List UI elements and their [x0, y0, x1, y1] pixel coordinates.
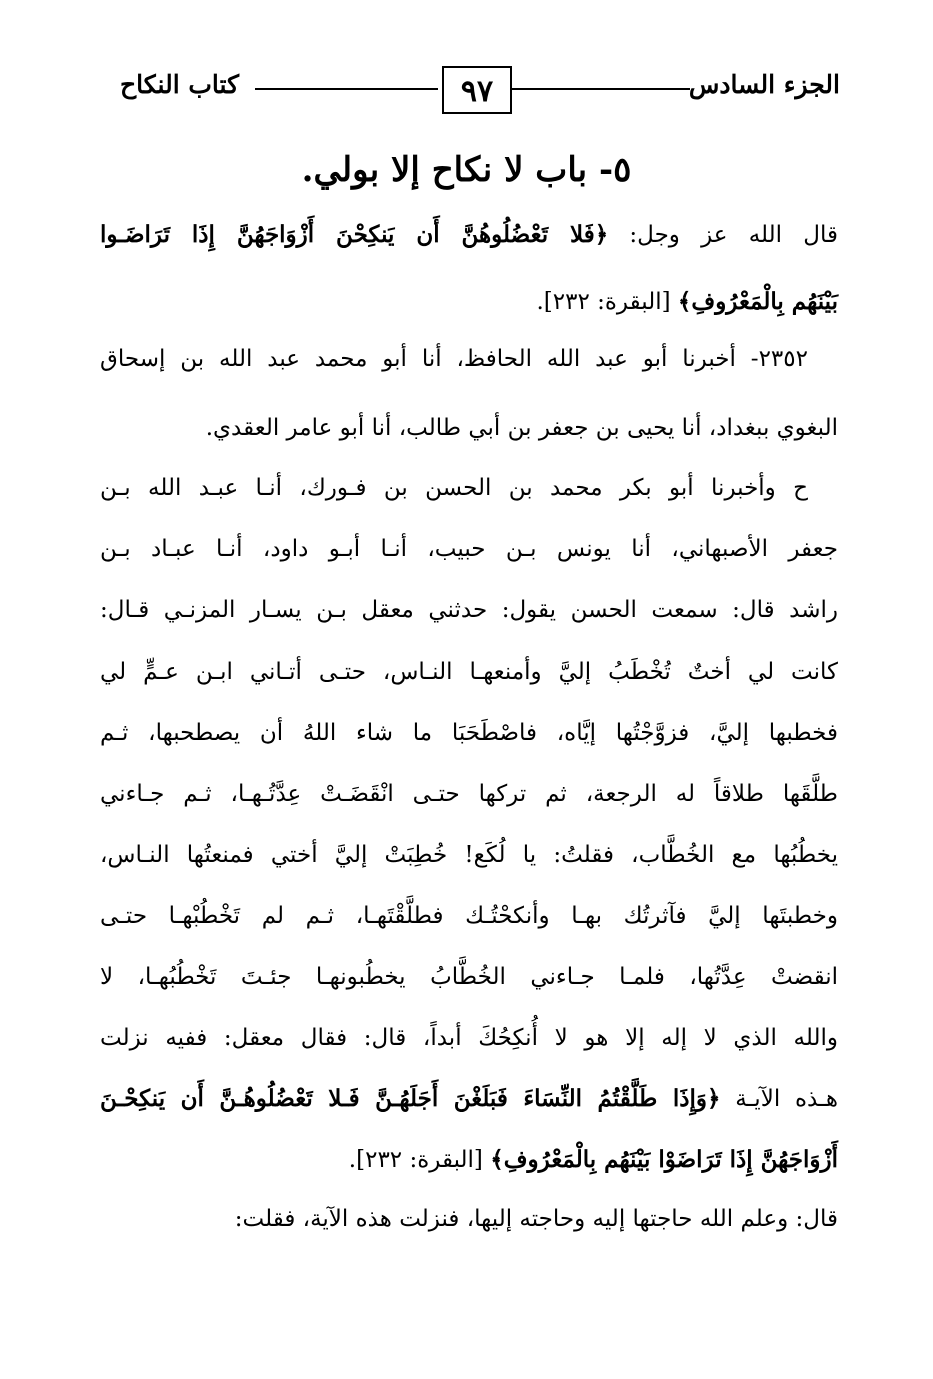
body-line — [100, 532, 838, 566]
body-line — [100, 899, 838, 933]
line-text: ٢٣٥٢- أخبرنا أبو عبد الله الحافظ، أنا أبو محمد عبد الله بن إسحاق — [100, 346, 808, 372]
body-line — [100, 342, 838, 376]
body-line — [100, 1021, 838, 1055]
body-line — [100, 716, 838, 750]
line-text: جعفر الأصبهاني، أنا يونس بـن حبيب، أنـا أبـو داود، أنـا عبـاد بـن — [100, 536, 838, 562]
body-line — [100, 838, 838, 872]
line-text: طلَّقَها طلاقاً له الرجعة، ثم تركها حتـى انْقَضَـتْ عِدَّتُـهـا، ثـم جـاءني — [100, 781, 838, 807]
line-text: انقضتْ عِدَّتُها، فلمـا جـاءني الخُطَّابُ يخطُبونهـا جئـتَ تَخْطُبُهـا، لا — [100, 964, 838, 990]
quran-verse: بَيْنَهُم بِالْمَعْرُوفِ﴾ — [677, 288, 838, 315]
quran-verse: ﴿وَإِذَا طَلَّقْتُمُ النِّسَاءَ فَبَلَغْنَ أَجَلَهُـنَّ فَـلا تَعْضُلُوهُـنَّ أَن يَنكِحْـنَ — [100, 1085, 721, 1112]
body-line — [100, 471, 838, 505]
line-text: وخطبتَها إليَّ فآثرتُك بهـا وأنكحْتُـك فطلَّقْتَهـا، ثـم لم تَخْطُبْهـا حتـى — [100, 903, 838, 929]
header-rule-left — [255, 88, 438, 90]
line-text: ح وأخبرنا أبو بكر محمد بن الحسن بن فـورك، أنـا عبـد الله بـن — [100, 475, 808, 501]
line-text: يخطُبُها مع الخُطَّاب، فقلتُ: يا لُكَع! خُطِبَتْ إليَّ أختي فمنعتُها النـاس، — [100, 842, 838, 868]
line-text: فخطبها إليَّ، فزوَّجْتُها إيَّاه، فاصْطَحَبَا ما شاء اللهُ أن يصطحبها، ثـم — [100, 720, 838, 746]
line-text: راشد قال: سمعت الحسن يقول: حدثني معقل بـن يسـار المزنـي قـال: — [100, 597, 838, 623]
body-line — [100, 1202, 838, 1236]
body-line — [100, 1143, 838, 1177]
chapter-title: ٥- باب لا نكاح إلا بولي. — [301, 150, 632, 190]
body-line — [100, 411, 838, 445]
page-number: ٩٧ — [442, 66, 512, 114]
line-text: كانت لي أختٌ تُخْطَبُ إليَّ وأمنعهـا النـاس، حتـى أتـاني ابـن عـمٍّ لي — [100, 659, 838, 685]
body-line — [100, 777, 838, 811]
quran-verse: ﴿فَلا تَعْضُلُوهُنَّ أَن يَنكِحْنَ أَزْوَاجَهُنَّ إِذَا تَرَاضَـوا — [100, 221, 609, 248]
line-text: قال الله عز وجل: — [608, 222, 838, 248]
line-text: البغوي ببغداد، أنا يحيى بن جعفر بن أبي طالب، أنا أبو عامر العقدي. — [205, 415, 838, 441]
verse-reference: [البقرة: ٢٣٢]. — [348, 1147, 491, 1173]
body-line — [100, 655, 838, 689]
quran-verse: أَزْوَاجَهُنَّ إِذَا تَرَاضَوْا بَيْنَهُم بِالْمَعْرُوفِ﴾ — [490, 1146, 838, 1173]
volume-label: الجزء السادس — [688, 70, 840, 99]
line-text: هـذه الآيـة — [720, 1086, 838, 1112]
body-line — [100, 593, 838, 627]
body-line — [100, 285, 838, 319]
body-line — [100, 218, 838, 252]
header-rule-right — [510, 88, 690, 90]
verse-reference: [البقرة: ٢٣٢]. — [536, 289, 678, 315]
body-line — [100, 1082, 838, 1116]
line-text: والله الذي لا إله إلا هو لا أُنكِحُكَ أبداً، قال: فقال معقل: ففيه نزلت — [100, 1025, 838, 1051]
line-text: قال: وعلم الله حاجتها إليه وحاجته إليها، فنزلت هذه الآية، فقلت: — [234, 1206, 838, 1232]
running-header — [120, 66, 840, 128]
book-label: كتاب النكاح — [120, 70, 239, 99]
body-line — [100, 960, 838, 994]
